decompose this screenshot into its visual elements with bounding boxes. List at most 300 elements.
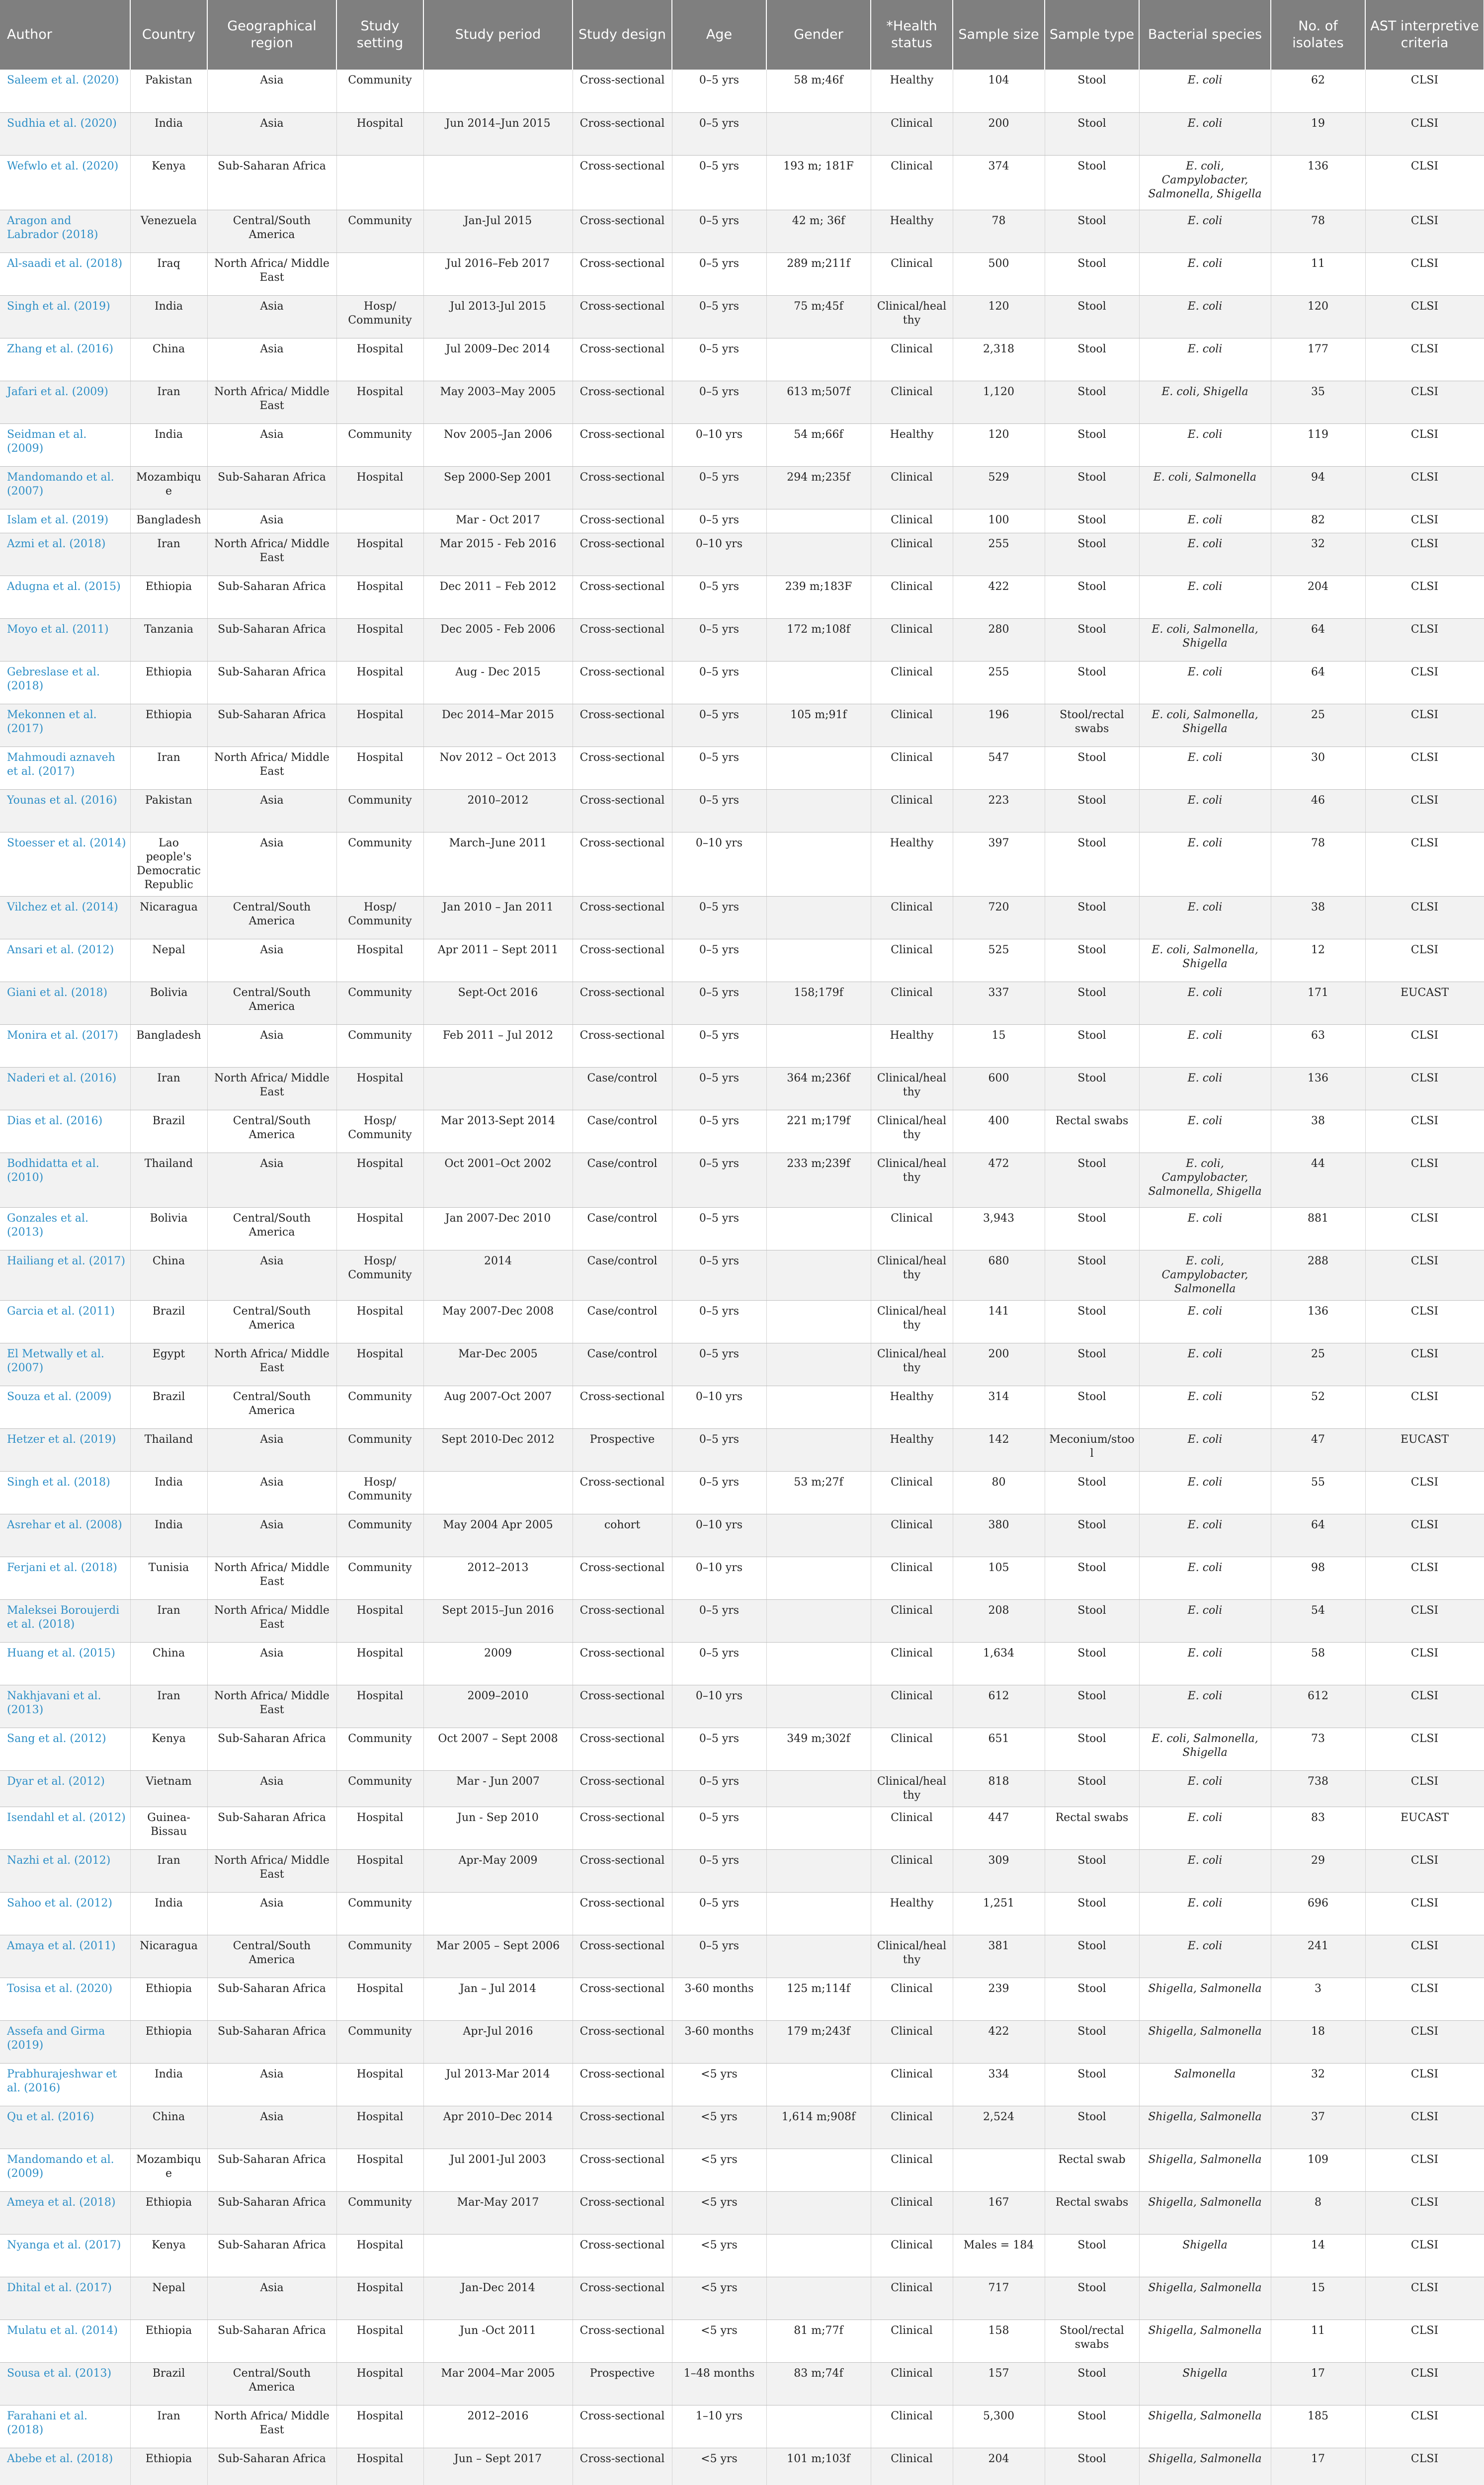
cell-isolates: 94 [1271,466,1365,509]
cell-sample-size: 1,634 [953,1642,1045,1685]
cell-author[interactable]: Tosisa et al. (2020) [0,1978,130,2020]
cell-author[interactable]: Maleksei Boroujerdi et al. (2018) [0,1599,130,1642]
cell-isolates: 35 [1271,381,1365,423]
cell-age: 0–5 yrs [672,1642,766,1685]
table-row [0,2106,1484,2149]
cell-isolates: 29 [1271,1849,1365,1892]
table-row [0,533,1484,576]
header-region: Geographical region [207,0,336,70]
cell-health-status: Healthy [871,1024,953,1067]
cell-gender [766,338,871,381]
cell-author[interactable]: Ansari et al. (2012) [0,939,130,982]
cell-design: Case/control [573,1067,672,1110]
cell-sample-type: Stool [1045,1343,1139,1386]
cell-isolates: 136 [1271,1300,1365,1343]
cell-sample-size: 80 [953,1471,1045,1514]
cell-sample-size: 374 [953,155,1045,210]
table-row [0,1557,1484,1599]
cell-gender: 364 m;236f [766,1067,871,1110]
cell-setting: Hospital [336,1207,423,1250]
cell-author[interactable]: Nazhi et al. (2012) [0,1849,130,1892]
cell-gender [766,533,871,576]
cell-author[interactable]: Sahoo et al. (2012) [0,1892,130,1935]
cell-ast-criteria: CLSI [1365,2020,1484,2063]
cell-author[interactable]: Souza et al. (2009) [0,1386,130,1428]
cell-country: Vietnam [130,1770,207,1807]
cell-setting: Hosp/ Community [336,1471,423,1514]
cell-sample-type: Stool [1045,1728,1139,1770]
cell-species: E. coli [1139,509,1271,533]
cell-design: Cross-sectional [573,1557,672,1599]
cell-isolates: 3 [1271,1978,1365,2020]
cell-sample-size: 500 [953,252,1045,295]
cell-species: E. coli [1139,1935,1271,1978]
cell-age: 0–5 yrs [672,746,766,789]
cell-author[interactable]: Amaya et al. (2011) [0,1935,130,1978]
cell-region: Central/South America [207,210,336,252]
cell-region: Central/South America [207,896,336,939]
cell-author[interactable]: Gonzales et al. (2013) [0,1207,130,1250]
cell-ast-criteria: CLSI [1365,70,1484,112]
cell-ast-criteria: CLSI [1365,661,1484,704]
table-row [0,832,1484,896]
cell-isolates: 55 [1271,1471,1365,1514]
cell-design: Cross-sectional [573,2191,672,2234]
cell-sample-size: 120 [953,295,1045,338]
cell-gender: 239 m;183F [766,576,871,618]
cell-ast-criteria: CLSI [1365,2448,1484,2485]
cell-ast-criteria: CLSI [1365,1599,1484,1642]
cell-sample-size: 196 [953,704,1045,746]
cell-sample-size: 422 [953,576,1045,618]
cell-sample-size: 720 [953,896,1045,939]
cell-author[interactable]: Asrehar et al. (2008) [0,1514,130,1557]
cell-health-status: Clinical [871,2405,953,2448]
cell-species: E. coli, Salmonella, Shigella [1139,704,1271,746]
cell-country: China [130,338,207,381]
cell-health-status: Clinical [871,1807,953,1849]
cell-ast-criteria: CLSI [1365,704,1484,746]
cell-region: North Africa/ Middle East [207,381,336,423]
cell-setting: Community [336,423,423,466]
cell-isolates: 47 [1271,1428,1365,1471]
cell-health-status: Clinical [871,2020,953,2063]
cell-sample-size: 167 [953,2191,1045,2234]
cell-author[interactable]: Mandomando et al. (2007) [0,466,130,509]
cell-setting: Hospital [336,338,423,381]
cell-age: <5 yrs [672,2234,766,2277]
cell-isolates: 18 [1271,2020,1365,2063]
cell-health-status: Clinical [871,1728,953,1770]
cell-country: Nepal [130,939,207,982]
cell-author[interactable]: Wefwlo et al. (2020) [0,155,130,210]
cell-period: Aug - Dec 2015 [423,661,573,704]
cell-sample-size: 15 [953,1024,1045,1067]
table-row [0,2063,1484,2106]
cell-region: Asia [207,1024,336,1067]
cell-gender: 221 m;179f [766,1110,871,1153]
cell-ast-criteria: CLSI [1365,1024,1484,1067]
cell-author[interactable]: Assefa and Girma (2019) [0,2020,130,2063]
cell-ast-criteria: CLSI [1365,1386,1484,1428]
cell-setting [336,509,423,533]
cell-period: May 2003–May 2005 [423,381,573,423]
cell-author[interactable]: Azmi et al. (2018) [0,533,130,576]
cell-sample-size: 309 [953,1849,1045,1892]
cell-country: China [130,1642,207,1685]
cell-health-status: Clinical [871,2277,953,2319]
cell-isolates: 25 [1271,1343,1365,1386]
cell-species: E. coli, Shigella [1139,381,1271,423]
cell-isolates: 8 [1271,2191,1365,2234]
cell-species: Shigella [1139,2362,1271,2405]
cell-design: Prospective [573,1428,672,1471]
cell-isolates: 119 [1271,423,1365,466]
cell-ast-criteria: CLSI [1365,295,1484,338]
cell-design: Cross-sectional [573,746,672,789]
cell-sample-type: Stool [1045,939,1139,982]
cell-species: E. coli [1139,210,1271,252]
cell-author[interactable]: Islam et al. (2019) [0,509,130,533]
cell-country: Iran [130,1067,207,1110]
cell-country: Bangladesh [130,509,207,533]
cell-setting: Hospital [336,112,423,155]
cell-period: Jun 2014–Jun 2015 [423,112,573,155]
table-row [0,1110,1484,1153]
cell-author[interactable]: Singh et al. (2018) [0,1471,130,1514]
cell-author[interactable]: Vilchez et al. (2014) [0,896,130,939]
cell-sample-size: Males = 184 [953,2234,1045,2277]
cell-age: <5 yrs [672,2319,766,2362]
cell-author[interactable]: Bodhidatta et al. (2010) [0,1153,130,1207]
cell-sample-type: Stool [1045,2448,1139,2485]
cell-design: Cross-sectional [573,2319,672,2362]
cell-health-status: Clinical [871,252,953,295]
cell-region: Asia [207,295,336,338]
cell-species: E. coli [1139,338,1271,381]
cell-period [423,1067,573,1110]
cell-author[interactable]: Abebe et al. (2018) [0,2448,130,2485]
cell-region: Sub-Saharan Africa [207,2149,336,2191]
cell-health-status: Clinical [871,2063,953,2106]
cell-author[interactable]: Dyar et al. (2012) [0,1770,130,1807]
cell-design: Cross-sectional [573,2149,672,2191]
cell-author[interactable]: Garcia et al. (2011) [0,1300,130,1343]
cell-country: Ethiopia [130,1978,207,2020]
cell-author[interactable]: Hailiang et al. (2017) [0,1250,130,1300]
cell-author[interactable]: Farahani et al. (2018) [0,2405,130,2448]
cell-gender: 125 m;114f [766,1978,871,2020]
cell-period: March–June 2011 [423,832,573,896]
cell-species: E. coli, Salmonella, Shigella [1139,1728,1271,1770]
cell-design: Cross-sectional [573,1770,672,1807]
cell-author[interactable]: Mekonnen et al. (2017) [0,704,130,746]
cell-species: E. coli [1139,252,1271,295]
cell-sample-type: Rectal swabs [1045,1110,1139,1153]
cell-author[interactable]: Saleem et al. (2020) [0,70,130,112]
cell-author[interactable]: Isendahl et al. (2012) [0,1807,130,1849]
cell-author[interactable]: Dhital et al. (2017) [0,2277,130,2319]
cell-setting: Hosp/ Community [336,295,423,338]
cell-setting: Community [336,1770,423,1807]
cell-region: Asia [207,1514,336,1557]
cell-setting: Hospital [336,1153,423,1207]
table-row [0,338,1484,381]
table-row [0,1770,1484,1807]
cell-author[interactable]: Huang et al. (2015) [0,1642,130,1685]
cell-author[interactable]: Giani et al. (2018) [0,982,130,1024]
cell-country: Thailand [130,1428,207,1471]
cell-setting: Community [336,70,423,112]
cell-age: 0–5 yrs [672,1599,766,1642]
cell-author[interactable]: Hetzer et al. (2019) [0,1428,130,1471]
cell-design: Cross-sectional [573,618,672,661]
cell-ast-criteria: CLSI [1365,1110,1484,1153]
cell-gender [766,1514,871,1557]
cell-health-status: Clinical [871,704,953,746]
cell-author[interactable]: Nakhjavani et al. (2013) [0,1685,130,1728]
cell-design: Cross-sectional [573,1728,672,1770]
cell-health-status: Clinical [871,2149,953,2191]
cell-design: Cross-sectional [573,661,672,704]
cell-sample-size: 2,524 [953,2106,1045,2149]
header-author: Author [0,0,130,70]
cell-isolates: 82 [1271,509,1365,533]
cell-isolates: 52 [1271,1386,1365,1428]
cell-gender [766,1770,871,1807]
cell-design: Cross-sectional [573,982,672,1024]
cell-country: Ethiopia [130,2191,207,2234]
cell-isolates: 64 [1271,618,1365,661]
cell-isolates: 612 [1271,1685,1365,1728]
cell-author[interactable]: Stoesser et al. (2014) [0,832,130,896]
cell-setting: Hospital [336,1978,423,2020]
cell-setting: Community [336,1557,423,1599]
cell-gender: 75 m;45f [766,295,871,338]
cell-author[interactable]: Seidman et al. (2009) [0,423,130,466]
cell-sample-type: Stool [1045,661,1139,704]
cell-region: Sub-Saharan Africa [207,1728,336,1770]
cell-sample-size: 529 [953,466,1045,509]
cell-author[interactable]: Qu et al. (2016) [0,2106,130,2149]
cell-age: 0–5 yrs [672,704,766,746]
cell-isolates: 738 [1271,1770,1365,1807]
cell-region: Sub-Saharan Africa [207,466,336,509]
cell-period: Mar 2005 – Sept 2006 [423,1935,573,1978]
cell-author[interactable]: Al-saadi et al. (2018) [0,252,130,295]
cell-author[interactable]: Ferjani et al. (2018) [0,1557,130,1599]
cell-design: cohort [573,1514,672,1557]
cell-isolates: 32 [1271,2063,1365,2106]
cell-health-status: Clinical [871,576,953,618]
cell-health-status: Clinical [871,2362,953,2405]
table-row [0,2319,1484,2362]
cell-period: Oct 2001–Oct 2002 [423,1153,573,1207]
cell-gender [766,2149,871,2191]
cell-ast-criteria: CLSI [1365,155,1484,210]
cell-species: Shigella, Salmonella [1139,2277,1271,2319]
cell-design: Cross-sectional [573,1599,672,1642]
cell-gender: 53 m;27f [766,1471,871,1514]
table-row [0,2277,1484,2319]
cell-species: Shigella [1139,2234,1271,2277]
cell-author[interactable]: Nyanga et al. (2017) [0,2234,130,2277]
table-row [0,1250,1484,1300]
cell-author[interactable]: Aragon and Labrador (2018) [0,210,130,252]
cell-sample-size: 120 [953,423,1045,466]
cell-health-status: Clinical [871,466,953,509]
cell-sample-type: Stool [1045,295,1139,338]
cell-health-status: Clinical/healthy [871,1343,953,1386]
cell-sample-type: Stool [1045,533,1139,576]
cell-author[interactable]: Moyo et al. (2011) [0,618,130,661]
cell-ast-criteria: CLSI [1365,1343,1484,1386]
cell-period: Mar 2004–Mar 2005 [423,2362,573,2405]
cell-sample-type: Stool [1045,789,1139,832]
cell-period: Mar - Oct 2017 [423,509,573,533]
cell-country: Mozambique [130,466,207,509]
cell-ast-criteria: CLSI [1365,2191,1484,2234]
cell-species: E. coli, Salmonella [1139,466,1271,509]
cell-author[interactable]: Naderi et al. (2016) [0,1067,130,1110]
cell-author[interactable]: Ameya et al. (2018) [0,2191,130,2234]
cell-gender [766,1428,871,1471]
cell-gender [766,1557,871,1599]
cell-ast-criteria: CLSI [1365,338,1484,381]
cell-gender [766,509,871,533]
cell-age: 0–5 yrs [672,576,766,618]
cell-author[interactable]: Sang et al. (2012) [0,1728,130,1770]
table-row [0,509,1484,533]
cell-region: Asia [207,423,336,466]
cell-country: Guinea-Bissau [130,1807,207,1849]
cell-gender [766,1250,871,1300]
table-row [0,466,1484,509]
cell-sample-type: Stool [1045,618,1139,661]
cell-author[interactable]: Sousa et al. (2013) [0,2362,130,2405]
cell-setting: Hospital [336,533,423,576]
cell-sample-size: 3,943 [953,1207,1045,1250]
cell-isolates: 177 [1271,338,1365,381]
cell-author[interactable]: Prabhurajeshwar et al. (2016) [0,2063,130,2106]
cell-species: E. coli [1139,576,1271,618]
cell-sample-size: 447 [953,1807,1045,1849]
cell-setting: Hospital [336,2448,423,2485]
cell-sample-size: 547 [953,746,1045,789]
cell-isolates: 288 [1271,1250,1365,1300]
cell-author[interactable]: Zhang et al. (2016) [0,338,130,381]
cell-sample-size: 314 [953,1386,1045,1428]
cell-author[interactable]: El Metwally et al. (2007) [0,1343,130,1386]
cell-sample-type: Stool [1045,70,1139,112]
cell-age: 0–5 yrs [672,509,766,533]
cell-design: Cross-sectional [573,1642,672,1685]
cell-isolates: 63 [1271,1024,1365,1067]
cell-sample-type: Stool [1045,155,1139,210]
cell-region: North Africa/ Middle East [207,533,336,576]
table-row [0,1471,1484,1514]
cell-setting: Community [336,982,423,1024]
cell-country: Nicaragua [130,896,207,939]
cell-health-status: Clinical [871,1557,953,1599]
cell-author[interactable]: Mahmoudi aznaveh et al. (2017) [0,746,130,789]
cell-gender: 294 m;235f [766,466,871,509]
cell-ast-criteria: CLSI [1365,2234,1484,2277]
table-row [0,1514,1484,1557]
table-row [0,1849,1484,1892]
cell-gender [766,746,871,789]
cell-ast-criteria: CLSI [1365,2277,1484,2319]
cell-author[interactable]: Singh et al. (2019) [0,295,130,338]
header-gender: Gender [766,0,871,70]
cell-setting: Community [336,1892,423,1935]
cell-isolates: 12 [1271,939,1365,982]
cell-setting: Hospital [336,2149,423,2191]
cell-region: Central/South America [207,1110,336,1153]
cell-period: Mar 2013-Sept 2014 [423,1110,573,1153]
cell-species: E. coli [1139,1514,1271,1557]
cell-country: India [130,423,207,466]
cell-health-status: Clinical [871,1685,953,1728]
cell-author[interactable]: Jafari et al. (2009) [0,381,130,423]
cell-species: E. coli [1139,1386,1271,1428]
cell-age: 0–5 yrs [672,1428,766,1471]
cell-period [423,1892,573,1935]
table-row [0,746,1484,789]
cell-isolates: 14 [1271,2234,1365,2277]
cell-period: Jul 2013-Mar 2014 [423,2063,573,2106]
cell-setting: Community [336,2191,423,2234]
cell-country: Kenya [130,1728,207,1770]
cell-author[interactable]: Mulatu et al. (2014) [0,2319,130,2362]
header-species: Bacterial species [1139,0,1271,70]
cell-sample-type: Stool [1045,1935,1139,1978]
cell-health-status: Clinical [871,155,953,210]
cell-author[interactable]: Adugna et al. (2015) [0,576,130,618]
cell-design: Case/control [573,1110,672,1153]
cell-country: Kenya [130,2234,207,2277]
cell-species: E. coli [1139,1067,1271,1110]
cell-age: 0–5 yrs [672,1892,766,1935]
cell-period: Mar-Dec 2005 [423,1343,573,1386]
cell-design: Cross-sectional [573,295,672,338]
cell-sample-type: Stool [1045,381,1139,423]
cell-author[interactable]: Dias et al. (2016) [0,1110,130,1153]
cell-design: Cross-sectional [573,1935,672,1978]
cell-health-status: Clinical [871,789,953,832]
cell-author[interactable]: Gebreslase et al. (2018) [0,661,130,704]
cell-isolates: 204 [1271,576,1365,618]
cell-gender: 105 m;91f [766,704,871,746]
cell-age: 1–48 months [672,2362,766,2405]
cell-author[interactable]: Younas et al. (2016) [0,789,130,832]
cell-age: 0–5 yrs [672,1024,766,1067]
cell-setting: Community [336,1728,423,1770]
cell-sample-size: 400 [953,1110,1045,1153]
cell-isolates: 109 [1271,2149,1365,2191]
cell-period: Mar 2015 - Feb 2016 [423,533,573,576]
cell-period [423,2234,573,2277]
cell-health-status: Clinical [871,1471,953,1514]
cell-gender [766,1685,871,1728]
cell-author[interactable]: Sudhia et al. (2020) [0,112,130,155]
cell-author[interactable]: Mandomando et al. (2009) [0,2149,130,2191]
cell-author[interactable]: Monira et al. (2017) [0,1024,130,1067]
cell-sample-size: 717 [953,2277,1045,2319]
table-row [0,1892,1484,1935]
cell-isolates: 11 [1271,252,1365,295]
table-row [0,704,1484,746]
